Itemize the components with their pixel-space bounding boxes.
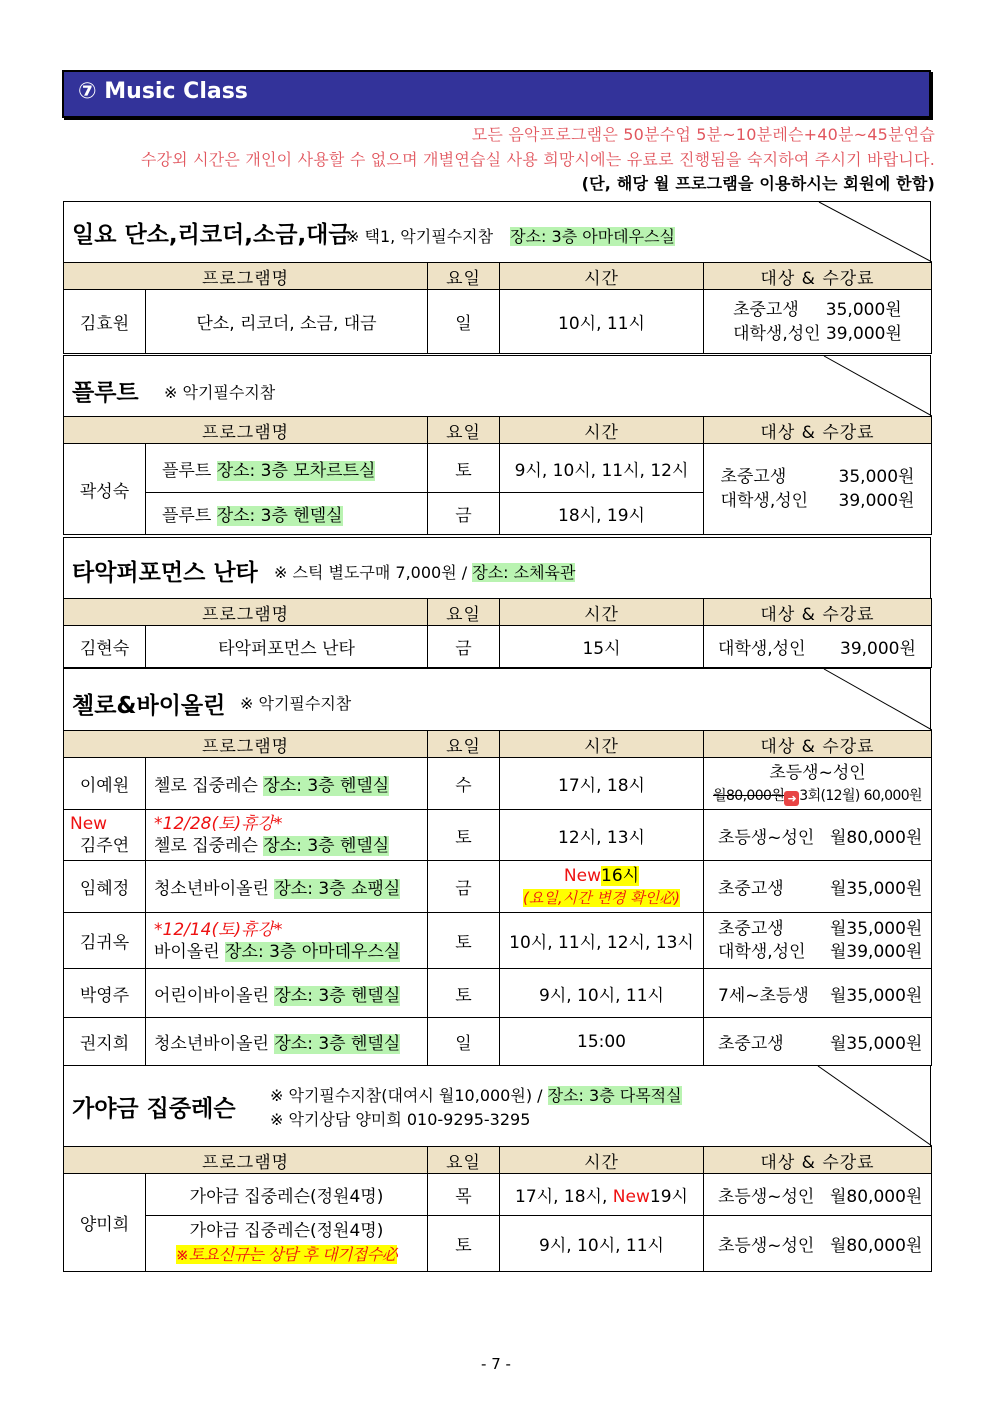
program-name: 가야금 집중레슨(정원4명): [146, 1174, 428, 1216]
fee-target: 대학생,성인: [718, 639, 806, 659]
header-fee: 대상 & 수강료: [704, 599, 932, 626]
table-row: [64, 913, 932, 969]
teacher-name: 이예원: [64, 758, 146, 810]
schedule-table: [63, 1146, 932, 1272]
section-title: 가야금 집중레슨: [72, 1096, 236, 1122]
table-row: [64, 290, 932, 354]
teacher-name: 김현숙: [64, 626, 146, 668]
program-name: 플루트: [162, 460, 212, 481]
table-row: [64, 810, 932, 861]
section-banner: [62, 70, 931, 118]
time-change-notice: (요일,시간 변경 확인必): [523, 888, 680, 907]
day: 금: [428, 861, 500, 913]
section-gayageum: [63, 1065, 931, 1272]
header-fee: 대상 & 수강료: [704, 731, 932, 758]
time: 15:00: [500, 1018, 704, 1066]
program-place: 장소: 3층 쇼팽실: [274, 879, 401, 899]
time: 10시, 11시, 12시, 13시: [500, 913, 704, 969]
table-row: [64, 1174, 932, 1216]
fee-target: 대학생,성인: [718, 941, 806, 962]
fee-amount: 35,000원: [838, 467, 915, 487]
header-day: 요일: [428, 1147, 500, 1174]
section-note: ※ 악기필수지참: [164, 383, 276, 402]
header-time: 시간: [500, 263, 704, 290]
table-row: [64, 1216, 932, 1272]
fee-amount: 월80,000원: [830, 827, 923, 848]
header-program: 프로그램명: [64, 731, 428, 758]
header-program: 프로그램명: [64, 599, 428, 626]
section-title: 일요 단소,리코더,소금,대금: [72, 222, 351, 248]
time: 9시, 10시, 11시, 12시: [500, 444, 704, 493]
time: 12시, 13시: [500, 810, 704, 861]
table-row: [64, 444, 932, 493]
day: 수: [428, 758, 500, 810]
program-place: 장소: 3층 모차르트실: [216, 460, 376, 481]
time: 17시, 18시: [500, 758, 704, 810]
closure-notice: *12/28(토)휴강*: [154, 814, 283, 834]
banner-title: ⑦ Music Class: [78, 79, 248, 104]
program-place: 장소: 3층 헨델실: [274, 1034, 401, 1054]
header-day: 요일: [428, 263, 500, 290]
program-name: 타악퍼포먼스 난타: [146, 626, 428, 668]
section-title: 플루트: [72, 380, 139, 406]
table-row: [64, 758, 932, 810]
program-name: 가야금 집중레슨(정원4명): [189, 1221, 384, 1241]
fee-line: 초중고생 35,000원: [733, 299, 902, 320]
day: 일: [428, 1018, 500, 1066]
section-cello-violin: [63, 668, 931, 1066]
page-number: - 7 -: [481, 1355, 511, 1373]
header-fee: 대상 & 수강료: [704, 417, 932, 444]
fee-amount: 월35,000원: [830, 985, 923, 1006]
fee-target: 초등생~성인: [769, 762, 866, 783]
note-line-1: 모든 음악프로그램은 50분수업 5분~10분레슨+40분~45분연습: [471, 125, 935, 144]
teacher-name: 곽성숙: [64, 444, 146, 535]
section-sunday-wind: [63, 201, 931, 354]
note-line-3: (단, 해당 월 프로그램을 이용하시는 회원에 한함): [581, 174, 935, 193]
fee-target: 대학생,성인: [720, 491, 809, 511]
time: 18시, 19시: [500, 493, 704, 535]
table-row: [64, 861, 932, 913]
fee-target: 7세~초등생: [718, 985, 809, 1006]
fee-target: 초중고생: [718, 879, 784, 899]
note-line-2: 수강외 시간은 개인이 사용할 수 없으며 개별연습실 사용 희망시에는 유료로 진행됨을 숙지하여 주시기 바랍니다.: [140, 150, 935, 169]
fee-target: 초중고생: [718, 918, 784, 939]
schedule-table: [63, 730, 932, 1066]
program-place: 장소: 3층 헨델실: [263, 776, 390, 796]
time: 15시: [500, 626, 704, 668]
program-notice: ※토요신규는 상담 후 대기접수必: [175, 1245, 398, 1264]
fee-amount: 39,000원: [840, 639, 916, 659]
day: 토: [428, 810, 500, 861]
header-day: 요일: [428, 417, 500, 444]
time: 10시, 11시: [500, 290, 704, 354]
day: 목: [428, 1174, 500, 1216]
program-name: 청소년바이올린: [154, 1034, 269, 1054]
fee-target: 초중고생: [720, 467, 787, 487]
table-row: [64, 969, 932, 1018]
fee-amount: 월39,000원: [830, 941, 923, 962]
teacher-name: 김귀옥: [64, 913, 146, 969]
section-note: ※ 악기필수지참(대여시 월10,000원) /: [270, 1086, 543, 1105]
program-name: 첼로 집중레슨: [154, 836, 258, 856]
section-nanta: [63, 537, 931, 668]
fee-new: 3회(12월) 60,000원: [799, 787, 922, 804]
fee-target: 초등생~성인: [718, 1236, 815, 1256]
fee-target: 초중고생: [718, 1034, 784, 1054]
program-name: 첼로 집중레슨: [154, 776, 258, 796]
day: 토: [428, 913, 500, 969]
new-badge: New: [612, 1187, 650, 1207]
new-badge: New: [70, 814, 108, 834]
teacher-name: 김주연: [79, 836, 130, 856]
program-place: 장소: 3층 헨델실: [216, 506, 343, 526]
time: 9시, 10시, 11시: [500, 969, 704, 1018]
fee-amount: 월80,000원: [830, 1236, 923, 1256]
fee-amount: 39,000원: [838, 491, 915, 511]
teacher-name: 양미희: [64, 1174, 146, 1272]
fee-amount: 월35,000원: [830, 879, 923, 899]
fee-target: 초등생~성인: [718, 827, 815, 848]
program-name: 어린이바이올린: [154, 985, 269, 1006]
time: 16시: [601, 865, 640, 886]
section-flute: [63, 355, 931, 535]
time: 17시, 18시,: [515, 1187, 608, 1207]
section-note: ※ 악기필수지참: [240, 694, 352, 713]
teacher-name: 김효원: [64, 290, 146, 354]
header-time: 시간: [500, 599, 704, 626]
schedule-table: [63, 416, 932, 535]
day: 토: [428, 1216, 500, 1272]
teacher-name: 권지희: [64, 1018, 146, 1066]
day: 토: [428, 969, 500, 1018]
program-place: 장소: 3층 아마데우스실: [225, 941, 401, 962]
section-note: ※ 스틱 별도구매 7,000원 /: [274, 563, 468, 582]
header-time: 시간: [500, 1147, 704, 1174]
table-row: [64, 1018, 932, 1066]
header-fee: 대상 & 수강료: [704, 263, 932, 290]
schedule-table: [63, 262, 932, 354]
program-place: 장소: 3층 헨델실: [263, 836, 390, 856]
arrow-right-icon: ➜: [784, 791, 799, 806]
header-day: 요일: [428, 599, 500, 626]
new-badge: New: [563, 865, 602, 886]
section-note: ※ 악기상담 양미희 010-9295-3295: [270, 1110, 531, 1129]
table-row: [64, 626, 932, 668]
time: 19시: [649, 1187, 688, 1207]
section-place: 장소: 3층 다목적실: [547, 1086, 682, 1105]
header-program: 프로그램명: [64, 417, 428, 444]
time: 9시, 10시, 11시: [500, 1216, 704, 1272]
program-name: 바이올린: [154, 941, 220, 962]
teacher-name: 박영주: [64, 969, 146, 1018]
fee-old: 월80,000원: [713, 787, 785, 804]
section-title: 첼로&바이올린: [72, 693, 226, 719]
fee-amount: 월80,000원: [830, 1187, 923, 1207]
section-note: ※ 택1, 악기필수지참: [346, 227, 494, 246]
program-name: 플루트: [162, 506, 212, 526]
fee-amount: 월35,000원: [830, 918, 923, 939]
day: 일: [428, 290, 500, 354]
day: 토: [428, 444, 500, 493]
header-program: 프로그램명: [64, 263, 428, 290]
header-day: 요일: [428, 731, 500, 758]
closure-notice: *12/14(토)휴강*: [154, 919, 283, 940]
header-program: 프로그램명: [64, 1147, 428, 1174]
day: 금: [428, 626, 500, 668]
section-place: 장소: 소체육관: [472, 563, 576, 582]
section-place: 장소: 3층 아마데우스실: [510, 227, 675, 246]
program-place: 장소: 3층 헨델실: [274, 985, 401, 1006]
header-time: 시간: [500, 417, 704, 444]
header-time: 시간: [500, 731, 704, 758]
day: 금: [428, 493, 500, 535]
program-name: 단소, 리코더, 소금, 대금: [146, 290, 428, 354]
program-name: 청소년바이올린: [154, 879, 269, 899]
teacher-name: 임혜정: [64, 861, 146, 913]
section-title: 타악퍼포먼스 난타: [72, 560, 258, 586]
fee-amount: 월35,000원: [830, 1034, 923, 1054]
schedule-table: [63, 598, 932, 668]
fee-target: 초등생~성인: [718, 1187, 815, 1207]
header-fee: 대상 & 수강료: [704, 1147, 932, 1174]
fee-line: 대학생,성인 39,000원: [733, 323, 902, 344]
